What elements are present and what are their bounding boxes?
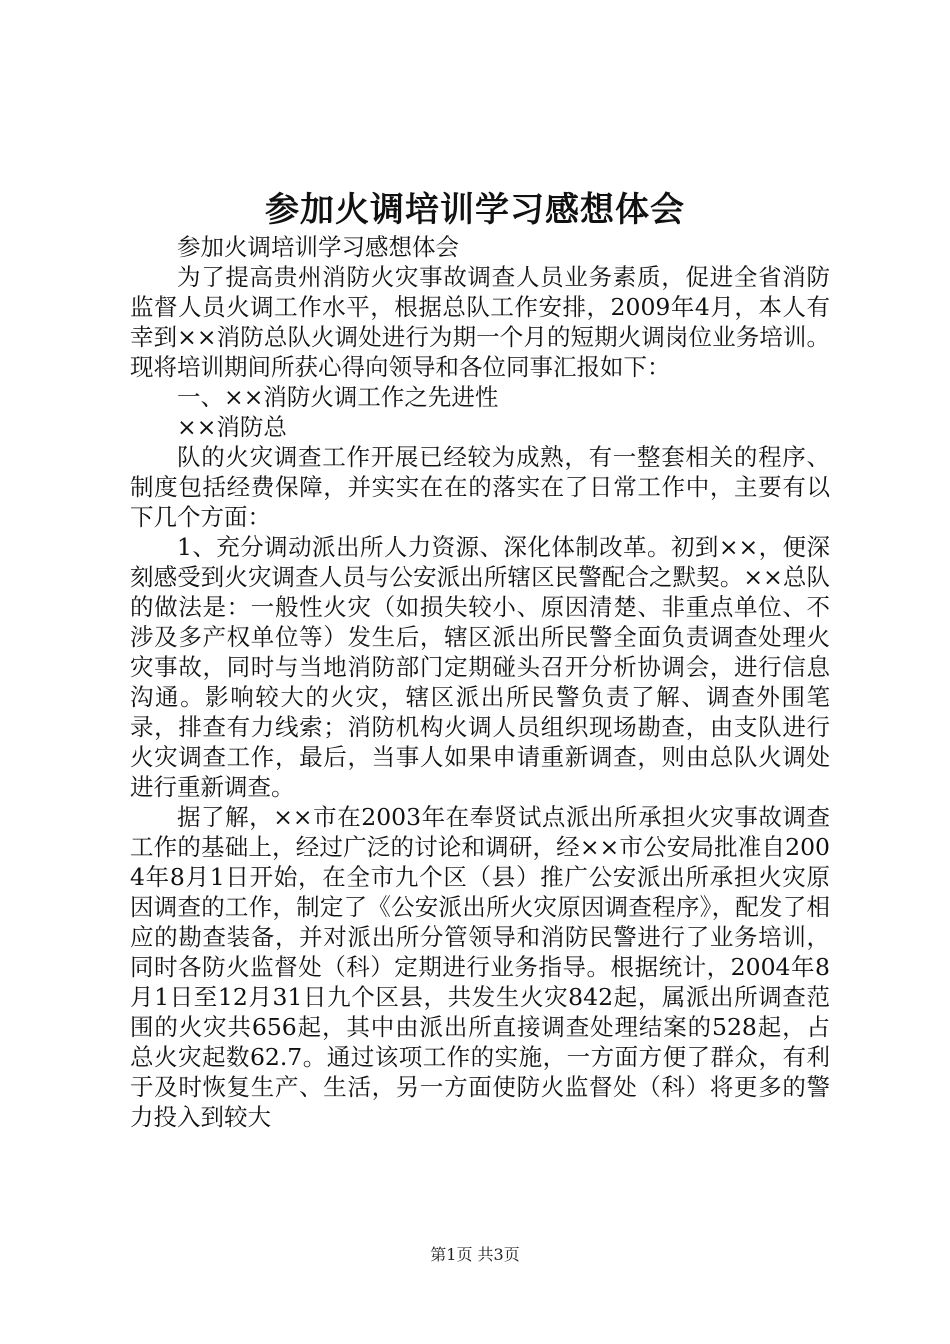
body-paragraph: 据了解，××市在2003年在奉贤试点派出所承担火灾事故调查工作的基础上，经过广泛的讨论和调研，经××市公安局批准自2004年8月1日开始，在全市九个区（县）推广公安派出所承担火灾原因调查的工作，制定了《公安派出所火灾原因调查程序》，配发了相应的勘查装备，并对派出所分管领导和消防民警进行了业务培训，同时各防火监督处（科）定期进行业务指导。根据统计，2004年8月1日至12月31日九个区县，共发生火灾842起，属派出所调查范围的火灾共656起，其中由派出所直接调查处理结案的528起，占总火灾起数62.7。通过该项工作的实施，一方面方便了群众，有利于及时恢复生产、生活，另一方面使防火监督处（科）将更多的警力投入到较大 [130,803,830,1131]
body-paragraph: ××消防总 [177,413,287,441]
document-title: 参加火调培训学习感想体会 [265,190,685,230]
page-footer: 第1页 共3页 [430,1245,520,1264]
body-paragraph: 队的火灾调查工作开展已经较为成熟，有一整套相关的程序、制度包括经费保障，并实实在在的落实在了日常工作中，主要有以下几个方面： [130,443,830,531]
document-body [130,232,830,1132]
intro-paragraph: 为了提高贵州消防火灾事故调查人员业务素质，促进全省消防监督人员火调工作水平，根据总队工作安排，2009年4月，本人有幸到××消防总队火调处进行为期一个月的短期火调岗位业务培训。现将培训期间所获心得向领导和各位同事汇报如下： [130,263,830,381]
subtitle-paragraph: 参加火调培训学习感想体会 [177,233,459,261]
section-heading: 一、××消防火调工作之先进性 [177,383,499,411]
body-paragraph: 1、充分调动派出所人力资源、深化体制改革。初到××，便深刻感受到火灾调查人员与公安派出所辖区民警配合之默契。××总队的做法是：一般性火灾（如损失较小、原因清楚、非重点单位、不涉及多产权单位等）发生后，辖区派出所民警全面负责调查处理火灾事故，同时与当地消防部门定期碰头召开分析协调会，进行信息沟通。影响较大的火灾，辖区派出所民警负责了解、调查外围笔录，排查有力线索；消防机构火调人员组织现场勘查，由支队进行火灾调查工作，最后，当事人如果申请重新调查，则由总队火调处进行重新调查。 [130,533,830,801]
